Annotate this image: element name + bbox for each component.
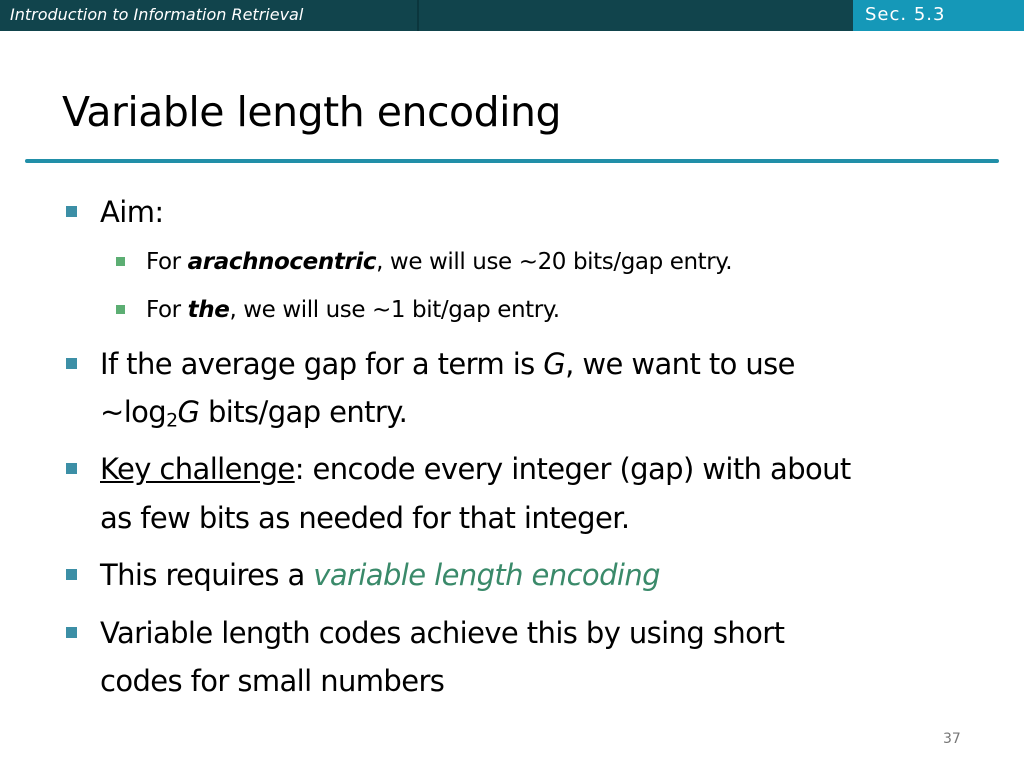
emphasis-variable-length-encoding: variable length encoding [313, 558, 660, 592]
slide-title: Variable length encoding [62, 88, 562, 136]
sub-bullet-suffix: , we will use ~20 bits/gap entry. [376, 249, 733, 275]
term-arachnocentric: arachnocentric [187, 249, 377, 275]
sub-bullet-suffix: , we will use ~1 bit/gap entry. [229, 297, 560, 323]
sub-bullet-marker-icon [116, 257, 125, 266]
bullet-text: ~log [100, 395, 167, 429]
bullet-marker-icon [66, 358, 77, 369]
bullet-key-challenge-line2 [100, 494, 629, 542]
bullet-text: bits/gap entry. [199, 395, 408, 429]
bullet-aim-text: Aim: [100, 195, 164, 229]
bullet-average-gap [100, 340, 795, 388]
bullet-marker-icon [66, 206, 77, 217]
key-challenge-label: Key challenge [100, 452, 295, 486]
sub-bullet-marker-icon [116, 305, 125, 314]
bullet-short-codes-line2 [100, 657, 444, 705]
bullet-key-challenge [100, 445, 851, 493]
section-label: Sec. 5.3 [865, 4, 946, 25]
course-title: Introduction to Information Retrieval [10, 5, 304, 24]
page-number: 37 [943, 731, 961, 747]
log-base: 2 [166, 410, 178, 432]
bullet-marker-icon [66, 569, 77, 580]
bullet-marker-icon [66, 627, 77, 638]
bullet-marker-icon [66, 463, 77, 474]
bullet-aim [100, 188, 164, 236]
bullet-text: If the average gap for a term is [100, 347, 544, 381]
sub-bullet-the [146, 295, 560, 325]
sub-bullet-arachnocentric [146, 247, 732, 277]
bullet-requires [100, 551, 660, 599]
bullet-text: , we want to use [565, 347, 795, 381]
sub-bullet-prefix: For [146, 249, 188, 275]
bullet-text: : encode every integer (gap) with about [294, 452, 851, 486]
sub-bullet-prefix: For [146, 297, 188, 323]
bullet-text: as few bits as needed for that integer. [100, 501, 630, 535]
bullet-average-gap-line2 [100, 388, 407, 436]
bullet-short-codes [100, 609, 784, 657]
bullet-text: Variable length codes achieve this by using short [100, 616, 785, 650]
bullet-text: This requires a [100, 558, 314, 592]
variable-g: G [177, 395, 200, 429]
variable-g: G [543, 347, 566, 381]
term-the: the [187, 297, 230, 323]
bullet-text: codes for small numbers [100, 664, 445, 698]
